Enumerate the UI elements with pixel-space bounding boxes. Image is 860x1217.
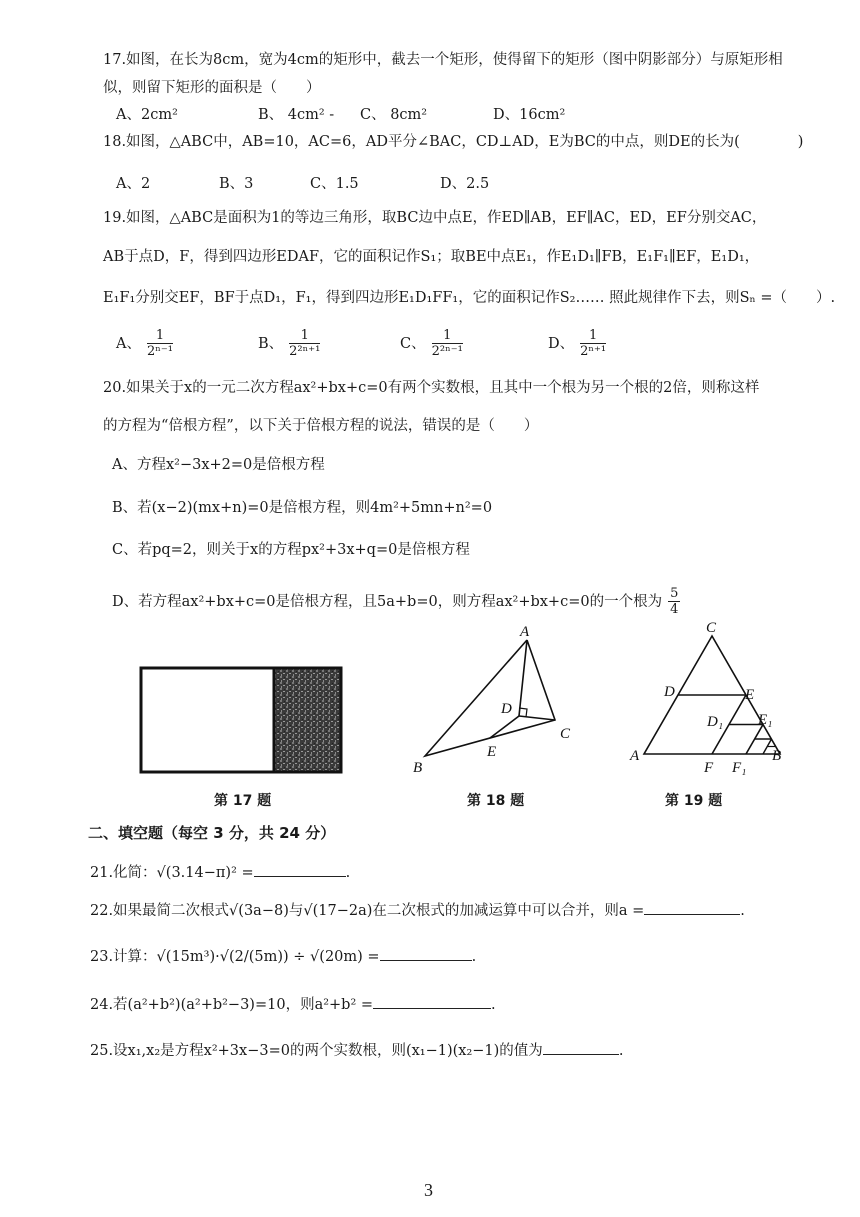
figure-18-triangle [405, 620, 595, 780]
q19-option-d-fraction: $\frac{1}{\text{2ⁿ⁺¹}}$ [580, 328, 607, 359]
page-number: 3 [424, 1180, 433, 1200]
q17-option-d: D、16cm² [493, 107, 566, 123]
q25: 25.设x₁,x₂是方程x²+3x−3=0的两个实数根，则(x₁−1)(x₂−1)的值为 . [90, 1040, 623, 1061]
answer-blank[interactable] [543, 1040, 619, 1055]
q19-stem-line3: E₁F₁分别交EF，BF于点D₁，F₁，得到四边形E₁D₁FF₁，它的面积记作S₂…… 照此规律作下去，则Sₙ =（ ）. [103, 290, 836, 306]
q20-option-b: B、若(x−2)(mx+n)=0是倍根方程，则4m²+5mn+n²=0 [112, 500, 493, 516]
q22: 22.如果最简二次根式√(3a−8)与√(17−2a)在二次根式的加减运算中可以合并，则a = . [90, 900, 745, 921]
q17-option-c: C、 8cm² [360, 107, 428, 123]
q19-option-b: B、 $\frac{1}{\text{2²ⁿ⁺¹}}$ [258, 328, 321, 359]
q19-option-c-fraction: $\frac{1}{\text{2²ⁿ⁻¹}}$ [431, 328, 463, 359]
fig19-label-d1: D₁ [707, 714, 724, 730]
q18-option-a: A、2 [116, 176, 151, 192]
fig18-label-a: A [520, 624, 530, 640]
shaded-rectangle [274, 668, 341, 772]
fig19-label-e: E [745, 687, 755, 703]
fig19-label-f1: F₁ [732, 760, 747, 776]
fig18-label-e: E [487, 744, 497, 760]
figure-19-triangle [626, 620, 786, 780]
q18-option-b: B、3 [219, 176, 254, 192]
q19-stem-line2: AB于点D，F，得到四边形EDAF，它的面积记作S₁；取BE中点E₁，作E₁D₁∥FB，E₁F₁∥EF，E₁D₁， [103, 249, 760, 265]
q17-stem-line2: 似，则留下矩形的面积是（ ） [103, 80, 321, 96]
fig19-label-f: F [704, 760, 714, 776]
answer-blank[interactable] [373, 994, 491, 1009]
q20-option-c: C、若pq=2，则关于x的方程px²+3x+q=0是倍根方程 [112, 542, 470, 558]
section-fill-in-title: 二、填空题（每空 3 分，共 24 分） [88, 824, 336, 842]
q18-stem: 18.如图，△ABC中，AB=10，AC=6，AD平分∠BAC，CD⊥AD，E为BC的中点，则DE的长为( ) [103, 134, 804, 150]
q18-option-c: C、1.5 [310, 176, 359, 192]
answer-blank[interactable] [254, 862, 346, 877]
q19-option-c: C、 $\frac{1}{\text{2²ⁿ⁻¹}}$ [400, 328, 463, 359]
q20-stem-line1: 20.如果关于x的一元二次方程ax²+bx+c=0有两个实数根，且其中一个根为另一个根的2倍，则称这样 [103, 380, 760, 396]
q21: 21.化简：√(3.14−π)² = . [90, 862, 350, 883]
caption-figure-19: 第 19 题 [665, 793, 723, 809]
figure-17-rectangle [136, 664, 346, 776]
q17-option-a: A、2cm² [116, 107, 178, 123]
fig19-label-d: D [664, 684, 675, 700]
caption-figure-18: 第 18 题 [467, 793, 525, 809]
q24: 24.若(a²+b²)(a²+b²−3)=10，则a²+b² = . [90, 994, 496, 1015]
q19-option-b-fraction: $\frac{1}{\text{2²ⁿ⁺¹}}$ [289, 328, 321, 359]
fig19-label-a: A [630, 748, 640, 764]
q17-option-b: B、 4cm² - [258, 107, 335, 123]
caption-figure-17: 第 17 题 [214, 793, 272, 809]
answer-blank[interactable] [644, 900, 740, 915]
q20-option-d: D、若方程ax²+bx+c=0是倍根方程，且5a+b=0，则方程ax²+bx+c=0的一个根为 $\frac{5}{4}$ [112, 586, 679, 617]
q19-option-a-fraction: $\frac{1}{\text{2ⁿ⁻¹}}$ [146, 328, 173, 359]
fig18-label-d: D [501, 701, 512, 717]
answer-blank[interactable] [380, 946, 472, 961]
q17-stem-line1: 17.如图，在长为8cm，宽为4cm的矩形中，截去一个矩形，使得留下的矩形（图中阴影部分）与原矩形相 [103, 52, 783, 68]
q18-option-d: D、2.5 [440, 176, 490, 192]
q19-stem-line1: 19.如图，△ABC是面积为1的等边三角形，取BC边中点E，作ED∥AB，EF∥AC，ED，EF分别交AC， [103, 210, 767, 226]
q19-option-d: D、 $\frac{1}{\text{2ⁿ⁺¹}}$ [548, 328, 607, 359]
fig19-label-e1: E₁ [758, 712, 773, 728]
fig19-label-c: C [706, 620, 717, 636]
q20-stem-line2: 的方程为“倍根方程”，以下关于倍根方程的说法，错误的是（ ） [103, 418, 539, 434]
q20-option-a: A、方程x²−3x+2=0是倍根方程 [112, 457, 325, 473]
q19-option-a: A、 $\frac{1}{\text{2ⁿ⁻¹}}$ [116, 328, 173, 359]
fig18-label-c: C [560, 726, 571, 742]
fig18-label-b: B [413, 760, 423, 776]
q23: 23.计算：√(15m³)·√(2/(5m)) ÷ √(20m) = . [90, 946, 476, 967]
q20-option-d-fraction: $\frac{5}{4}$ [670, 586, 679, 617]
fig19-label-b: B [772, 748, 782, 764]
